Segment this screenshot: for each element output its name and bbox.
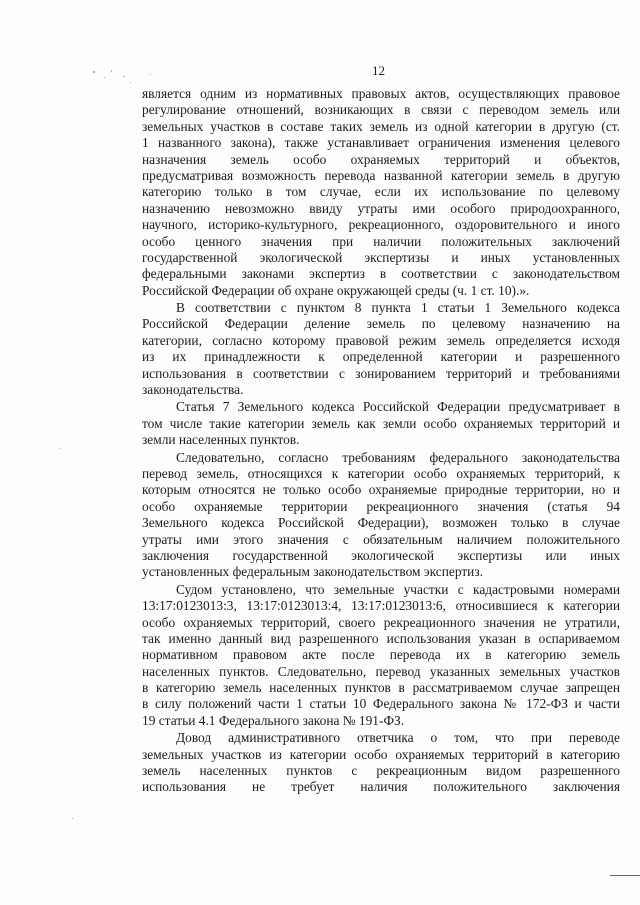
scan-speck xyxy=(150,74,151,75)
text-line: федеральными законами экспертиз в соответствии с законодательством xyxy=(142,266,620,282)
text-line: Судом установлено, что земельные участки с кадастровыми номерами xyxy=(176,581,620,597)
paragraph-land-code-article-1 xyxy=(142,300,620,398)
text-line: земельных участков из категории особо охраняемых территорий в категорию xyxy=(142,746,620,762)
text-line: категории, согласно которому правовой режим земель определяется исходя xyxy=(142,332,620,348)
text-line: том числе такие категории земель как земли особо охраняемых территорий и xyxy=(142,415,620,431)
document-body xyxy=(142,86,620,796)
text-line: 1 названного закона), также устанавливает ограничения изменения целевого xyxy=(142,135,620,151)
text-line: в категорию земель населенных пунктов в рассматриваемом случае запрещен xyxy=(142,680,620,696)
page-number: 12 xyxy=(372,63,385,78)
text-line: земли населенных пунктов. xyxy=(142,432,300,448)
text-line: так именно данный вид разрешенного использования указан в оспариваемом xyxy=(142,630,620,646)
text-line: научного, историко-культурного, рекреационного, оздоровительного и иного xyxy=(142,217,620,233)
text-line: Следовательно, согласно требованиям федерального законодательства xyxy=(176,449,620,465)
text-line: 19 статьи 4.1 Федерального закона № 191-ФЗ. xyxy=(142,712,405,728)
text-line: регулирование отношений, возникающих в связи с переводом земель или xyxy=(142,102,620,118)
text-line: Довод административного ответчика о том, что при переводе xyxy=(176,730,620,746)
paragraph-court-findings xyxy=(142,582,620,730)
text-line: особо ценного значения при наличии положительных заключений xyxy=(142,233,620,249)
text-line: земельных участков в составе таких земель из одной категории в другую (ст. xyxy=(142,118,620,134)
text-line: категорию только в том случае, если их использование по целевому xyxy=(142,184,620,200)
scan-speck xyxy=(111,70,112,72)
scan-speck xyxy=(93,71,95,73)
text-line: которым относятся не только особо охраняемые природные территории, но и xyxy=(142,482,620,498)
scan-speck xyxy=(72,818,73,819)
paragraph-continuation xyxy=(142,86,620,299)
scan-speck xyxy=(60,448,61,449)
text-line: особо охраняемых территорий, своего рекреационного значения не утратили, xyxy=(142,614,620,630)
text-line: назначению невозможно ввиду утраты ими особого природоохранного, xyxy=(142,200,620,216)
text-line: Земельного кодекса Российской Федерации), возможен только в случае xyxy=(142,515,620,531)
text-line: использования не требует наличия положительного заключения xyxy=(142,779,620,795)
scan-edge-mark xyxy=(610,875,640,876)
text-line: перевод земель, относящихся к категории особо охраняемых территорий, к xyxy=(142,465,620,481)
text-line: в силу положений части 1 статьи 10 Федерального закона № 172-ФЗ и части xyxy=(142,696,620,712)
text-line: установленных федеральным законодательством экспертиз. xyxy=(142,564,483,580)
text-line: назначения земель особо охраняемых территорий и объектов, xyxy=(142,151,620,167)
paragraph-respondent-argument xyxy=(142,730,620,796)
text-line: Статья 7 Земельного кодекса Российской Федерации предусматривает в xyxy=(176,399,620,415)
text-line: населенных пунктов. Следовательно, перевод указанных земельных участков xyxy=(142,663,620,679)
text-line: Российской Федерации деление земель по целевому назначению на xyxy=(142,316,620,332)
text-line: из их принадлежности к определенной категории и разрешенного xyxy=(142,349,620,365)
scan-speck xyxy=(130,82,131,83)
text-line: 13:17:0123013:3, 13:17:0123013:4, 13:17:0123013:6, относившиеся к категории xyxy=(142,598,620,614)
text-line: особо охраняемые территории рекреационного значения (статья 94 xyxy=(142,498,620,514)
scan-speck xyxy=(104,77,105,78)
text-line: законодательства. xyxy=(142,382,244,398)
text-line: земель населенных пунктов с рекреационным видом разрешенного xyxy=(142,763,620,779)
text-line: предусматривая возможность перевода названной категории земель в другую xyxy=(142,167,620,183)
paragraph-land-code-article-7 xyxy=(142,399,620,448)
text-line: является одним из нормативных правовых актов, осуществляющих правовое xyxy=(142,86,620,101)
text-line: заключения государственной экологической экспертизы или иных xyxy=(142,547,620,563)
text-line: государственной экологической экспертизы и иных установленных xyxy=(142,249,620,265)
text-line: нормативном правовом акте после перевода их в категорию земель xyxy=(142,647,620,663)
paragraph-consequently xyxy=(142,450,620,581)
text-line: В соответствии с пунктом 8 пункта 1 статьи 1 Земельного кодекса xyxy=(176,300,620,316)
text-line: утраты ими этого значения с обязательным наличием положительного xyxy=(142,531,620,547)
text-line: использования в соответствии с зонированием территорий и требованиями xyxy=(142,365,620,381)
scan-speck xyxy=(123,76,125,77)
text-line: Российской Федерации об охране окружающей среды (ч. 1 ст. 10).». xyxy=(142,282,530,298)
